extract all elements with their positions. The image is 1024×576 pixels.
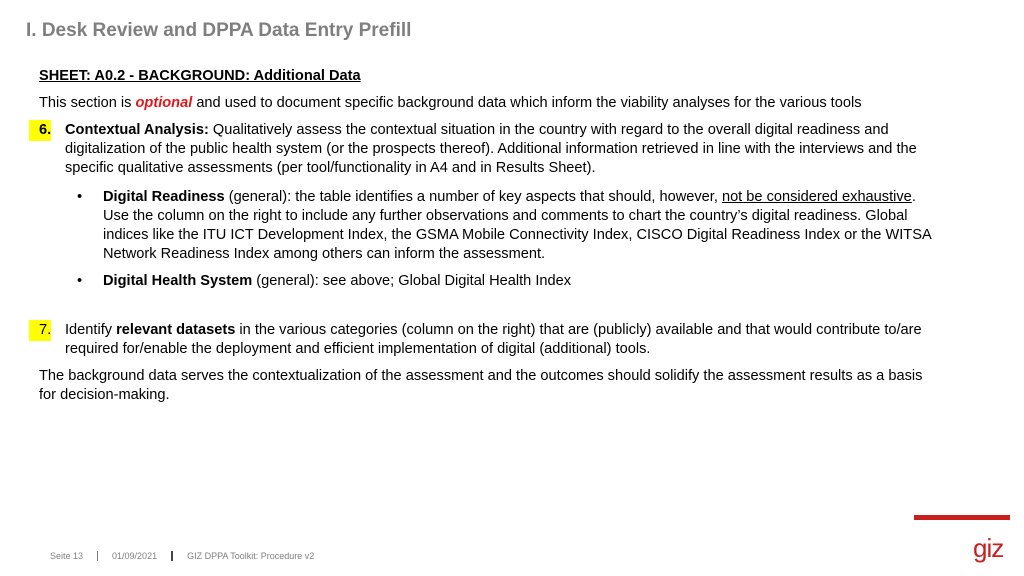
bullet-icon: • <box>77 189 83 205</box>
item-6-label: Contextual Analysis: <box>65 122 209 138</box>
item-6 <box>39 121 939 291</box>
closing-paragraph: The background data serves the contextualization of the assessment and the outcomes should solidify the assessment results as a basis for decision-making. <box>39 368 923 403</box>
intro-emphasis: optional <box>135 95 193 111</box>
item-7-number: 7. <box>39 322 52 338</box>
bullet-label: Digital Readiness <box>103 189 225 205</box>
item-7-bold: relevant datasets <box>116 322 236 338</box>
page-title: I. Desk Review and DPPA Data Entry Prefill <box>26 20 412 41</box>
footer-divider <box>171 551 173 561</box>
item-7 <box>39 321 939 359</box>
item-6-bullets <box>65 188 939 291</box>
giz-logo: giz <box>973 533 1004 563</box>
item-6-number: 6. <box>39 122 52 138</box>
bullet-label: Digital Health System <box>103 273 253 289</box>
footer-divider <box>97 551 98 561</box>
intro-text-after: and used to document specific background data which inform the viability analyses for the various tools <box>192 95 862 111</box>
footer-doc: GIZ DPPA Toolkit: Procedure v2 <box>187 551 315 561</box>
bullet-text-after: . Use the column on the right to include any further observations and comments to chart the country’s digital readiness. Global indices like the ITU ICT Development Index, the GSMA Mobile Connectivity Index, CISCO Digital Readiness Index or the WITSA Network Readiness Index among others can inform the assessment. <box>103 189 931 262</box>
item-7-before: Identify <box>65 322 117 338</box>
bullet-text: (general): see above; Global Digital Health Index <box>252 273 572 289</box>
bullet-digital-readiness <box>65 188 939 264</box>
item-6-text: Qualitatively assess the contextual situation in the country with regard to the overall digital readiness and digitalization of the public health system (or the prospects thereof). Additional information retrieved in line with the interviews and the specific qualitative assessments (per tool/functionality in A4 and in Results Sheet). <box>65 122 917 176</box>
bullet-underlined: not be considered exhaustive <box>721 189 912 205</box>
content-area <box>39 67 939 413</box>
intro-text-before: This section is <box>39 95 136 111</box>
footer-date: 01/09/2021 <box>112 551 158 561</box>
brand-bar <box>914 515 1010 520</box>
footer-page: Seite 13 <box>50 551 84 561</box>
footer <box>50 551 314 561</box>
sheet-heading: SHEET: A0.2 - BACKGROUND: Additional Data <box>39 68 361 84</box>
item-7-after: in the various categories (column on the right) that are (publicly) available and that would contribute to/are required for/enable the deployment and efficient implementation of digital (additional) tools. <box>65 322 922 357</box>
bullet-text: (general): the table identifies a number of key aspects that should, however, <box>224 189 722 205</box>
bullet-digital-health-system <box>65 272 939 291</box>
intro-paragraph <box>39 94 939 113</box>
bullet-icon: • <box>77 273 83 289</box>
